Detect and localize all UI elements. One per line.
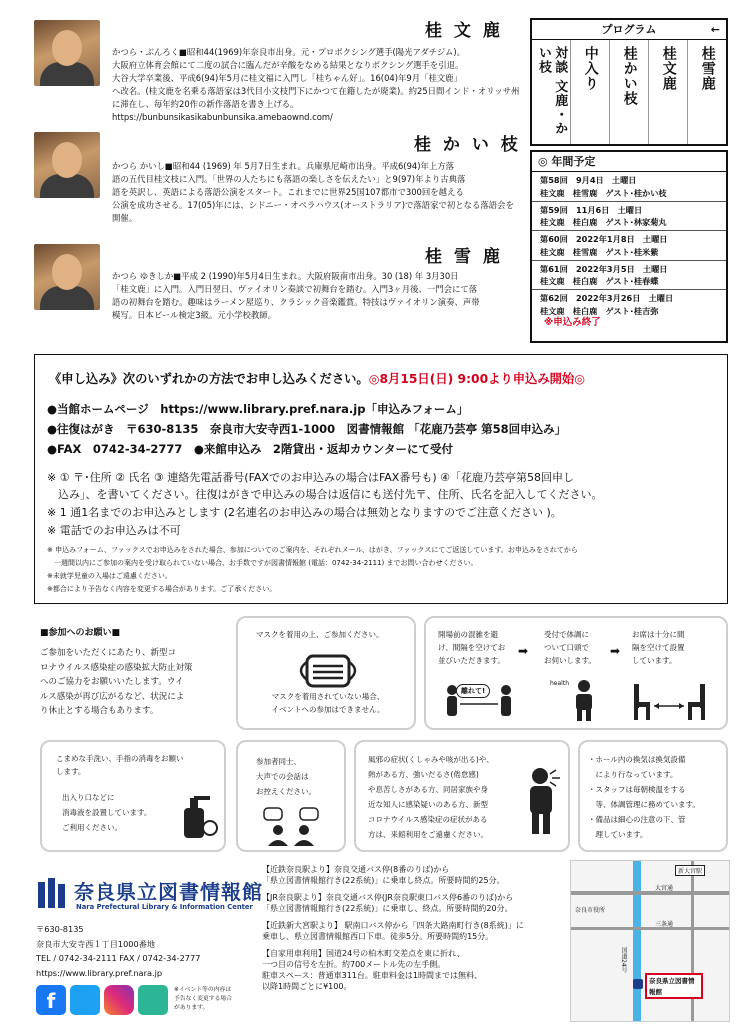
sns-note: ※イベント等の内容は 予告なく変更する場合 があります。 [174, 987, 232, 1011]
sanitizer-icon [176, 792, 220, 842]
apply-fine-print: ※ 申込みフォーム、ファックスでお申込みをされた場合、参加についてのご案内を、それぞれメール、はがき、ファックスにてご返送しています。お申込みをされてから [47, 546, 578, 554]
performer-name: 桂 文 鹿 [425, 21, 503, 41]
distance-sign: 離れて! [456, 684, 490, 698]
library-name-en: Nara Prefectural Library & Information Center [76, 903, 253, 911]
schedule-row: 第61回 2022年3月5日 土曜日 桂文鹿 桂白鹿 ゲスト･桂春蝶 [532, 261, 726, 291]
access-map [570, 860, 730, 1022]
closed-notice: ※申込み終了 [544, 317, 601, 329]
location-pin-icon [633, 979, 643, 989]
no-loud-talk-card: 参加者同士、 大声での会話は お控えください。 [236, 740, 346, 852]
conversation-icon [262, 806, 322, 846]
program-item: 中入り [570, 40, 609, 144]
program-item: 桂雪鹿 [687, 40, 726, 144]
chairs-icon [630, 682, 710, 722]
apply-note: ※ 1 通1名までのお申込みとします (2名連名のお申込みの場合は無効となりますのでご注意ください )。 [47, 506, 562, 519]
library-logo-icon [36, 876, 70, 910]
sick-person-icon [520, 766, 564, 836]
program-item: 桂かい枝 [609, 40, 648, 144]
map-label: 新大宮駅 [675, 865, 705, 876]
hall-ventilation-card: ・ホール内の換気は換気設備 により行なっています。 ・スタッフは毎朝検温をする 等、体調管理に務めています。 ・備品は細心の注意の下、管 理しています。 [578, 740, 728, 852]
social-distance-icon [440, 674, 520, 724]
library-url[interactable]: https://www.library.pref.nara.jp [36, 967, 163, 978]
program-title: プログラム [601, 23, 657, 36]
note-icon[interactable] [138, 985, 168, 1015]
notice-body: ご参加をいただくにあたり、新型コ ロナウイルス感染症の感染拡大防止対策 へのご協力をお願いいたします。ウイ ルス感染が再び広がるなど、状況によ り休止とする場合もあります。 [40, 648, 193, 716]
apply-fine-print: ※未就学児童の入場はご遠慮ください。 [47, 572, 172, 580]
health-check-icon [564, 678, 604, 722]
mask-icon [293, 652, 363, 692]
schedule-title: ◎ 年間予定 [532, 152, 726, 172]
schedule-row: 第59回 11月6日 土曜日 桂文鹿 桂白鹿 ゲスト･林家菊丸 [532, 202, 726, 232]
map-road [633, 861, 641, 1022]
apply-fine-print: ※都合により予告なく内容を変更する場合があります。ご了承ください。 [47, 585, 277, 593]
yearly-schedule [530, 150, 728, 343]
facebook-icon[interactable]: f [36, 985, 66, 1015]
map-road [571, 927, 730, 930]
distance-card: 開場前の混雑を避 け、間隔を空けてお 並びいただきます。 受付で体調に ついて口頭で お伺いします。 お席は十分に間 隔を空けて設置 しています。 ➡ ➡ 離れて! health [424, 616, 728, 730]
access-info: 【近鉄奈良駅より】奈良交通バス停(8番のりば)から 「県立図書情報館行き(22系統)」に乗車し終点。所要時間約25分。 【JR奈良駅より】奈良交通バス停(JR奈良駅東口バス停6番のりば)から 「県立図書情報館行き(22系統)」に乗車し、終点。所要時間約20分。 【近鉄新大宮駅より】 駅南口バス停から「四条大路南町行き(8系統)」に 乗車し、県立図書情報館西口下車。徒歩5分。所要時間約15分。 【自家用車利用】国道24号の柏木町交差点を東に折れ、 一つ目の信号を左折。約700メートル先の左手側。 駐車スペース：普通車311台。駐車料金は1時間までは無料、 以降1時間ごとに¥100。 [262, 865, 524, 991]
library-contact: 〒630-8135 奈良市大安寺西１丁目1000番地 TEL / 0742-34-2111 FAX / 0742-34-2777 https://www.library.pref.nara.jp [36, 922, 200, 980]
apply-postcard: ●往復はがき 〒630-8135 奈良市大安寺西1-1000 図書情報館 「花鹿乃芸亭 第58回申込み」 [47, 422, 567, 436]
map-label: 国道24号 [620, 947, 627, 973]
performer-photo-kaishi [34, 132, 100, 198]
health-label: health [550, 680, 569, 687]
program-box [530, 18, 728, 146]
instagram-icon[interactable] [104, 985, 134, 1015]
schedule-row: 第58回 9月4日 土曜日 桂文鹿 桂雪鹿 ゲスト･桂かい枝 [532, 172, 726, 202]
apply-note: 込み」、を書いてください。往復はがきで申込みの場合は返信にも送付先〒、住所、氏名を記入してください。 [47, 488, 603, 501]
map-road [571, 891, 730, 895]
apply-fine-print: 一週間以内にご参加の案内を受け取られていない場合、お手数ですが図書情報館 (電話：0742-34-2111) までお問い合わせください。 [47, 559, 478, 567]
performer-name: 桂 か い 枝 [414, 135, 521, 155]
twitter-icon[interactable] [70, 985, 100, 1015]
apply-note: ※ 電話でのお申込みは不可 [47, 524, 181, 537]
application-box [34, 354, 728, 604]
performer-name: 桂 雪 鹿 [425, 247, 503, 267]
schedule-row: 第60回 2022年1月8日 土曜日 桂文鹿 桂雪鹿 ゲスト･桂米紫 [532, 231, 726, 261]
performer-bio: かつら ゆきしか■平成 2 (1990)年5月4日生まれ。大阪府阪南市出身。30 (18) 年 3月30日 「桂文鹿」に入門。入門日翌日、ヴァイオリン奏談で初舞台を踏む。入門3ヶ月後、一門会にて落 語の初舞台を踏む。趣味はラーメン屋巡り、クラシック音楽鑑賞。特技はヴァイオリン演奏、声帯 模写。日本ビール検定3級。元小学校教師。 [112, 271, 480, 320]
notice-title: ■参加へのお願い■ [40, 628, 121, 638]
library-location-marker: 奈良県立図書情報館 [645, 973, 703, 999]
apply-web[interactable]: ●当館ホームページ https://www.library.pref.nara.jp「申込みフォーム」 [47, 402, 469, 416]
program-item: 対談 文鹿・かい枝 [536, 46, 568, 136]
performer-photo-yukishika [34, 244, 100, 310]
apply-note: ※ ① 〒･住所 ② 氏名 ③ 連絡先電話番号(FAXでのお申込みの場合はFAX番号も) ④「花鹿乃芸亭第58回申し [47, 471, 574, 484]
apply-fax: ●FAX 0742-34-2777 ●来館申込み 2階貸出・返却カウンターにて受付 [47, 442, 453, 456]
arrow-right-icon: ➡ [518, 644, 529, 658]
hand-wash-card: こまめな手洗い、手指の消毒をお願い します。 出入り口などに 消毒液を設置しています。 ご利用ください。 [40, 740, 226, 852]
performer-bio: かつら・ぶんろく■昭和44(1969)年奈良市出身。元・プロボクシング選手(陽光アダチジム)。 大阪府立体育会館にて二度の試合に臨んだが辛酸をなめる結果となりボクシング選手を引退。 大谷大学卒業後、平成6(94)年5月に桂文福に入門し「桂ちゃん好」。16(04)年9月「桂文鹿」 へ改名。(桂文鹿を名乗る落語家は3代目小文枝門下にかつて在籍したが廃業)。約25日間インド・オリッサ州に滞在し、毎年約20作の新作落語を書き上げる。 https://bunbunsikasikabunbunsika.amebaownd.com/ [112, 46, 522, 124]
arrow-right-icon: ➡ [610, 644, 621, 658]
application-title: 《申し込み》次のいずれかの方法でお申し込みください。◎8月15日(日) 9:00より申込み開始◎ [49, 372, 585, 386]
schedule-row: 第62回 2022年3月26日 土曜日 桂文鹿 桂白鹿 ゲスト･桂吉弥 ※申込み終了 [532, 290, 726, 332]
mask-card: マスクを着用の上、ご参加ください。 マスクを着用されていない場合、 イベントへの参加はできません。 [236, 616, 416, 730]
performer-photo-bunroku [34, 20, 100, 86]
program-item: 桂文鹿 [648, 40, 687, 144]
map-label: 大宮通 [655, 885, 674, 892]
arrow-left-icon: ← [710, 23, 720, 36]
symptom-card: 風邪の症状(くしゃみや咳が出る)や、 熱がある方、強いだるさ(倦怠感) や息苦しさがある方、同居家族や身 近な知人に感染疑いのある方、新型 コロナウイルス感染症の症状がある 方は、来館利用をご遠慮ください。 [354, 740, 570, 852]
performer-bio: かつら かいし■昭和44 (1969) 年 5月7日生まれ。兵庫県尼崎市出身。平成6(94)年上方落 語の五代目桂文枝に入門。「世界の人たちにも落語の楽しさを伝えたい」と9(97)年より古典落 語を英訳し、英語による落語公演をスタート。これまでに世界25国107都市で300回を越える 公演を成功させる。17(05)年には、シドニー・オペラハウス(オーストラリア)で落語家で初となる落語会を開催。 [112, 161, 514, 223]
map-label: 三条通 [655, 921, 674, 928]
library-name: 奈良県立図書情報館 [74, 880, 263, 904]
website-link[interactable]: https://bunbunsikasikabunbunsika.amebaownd.com/ [112, 112, 333, 122]
map-label: 奈良市役所 [575, 907, 606, 914]
